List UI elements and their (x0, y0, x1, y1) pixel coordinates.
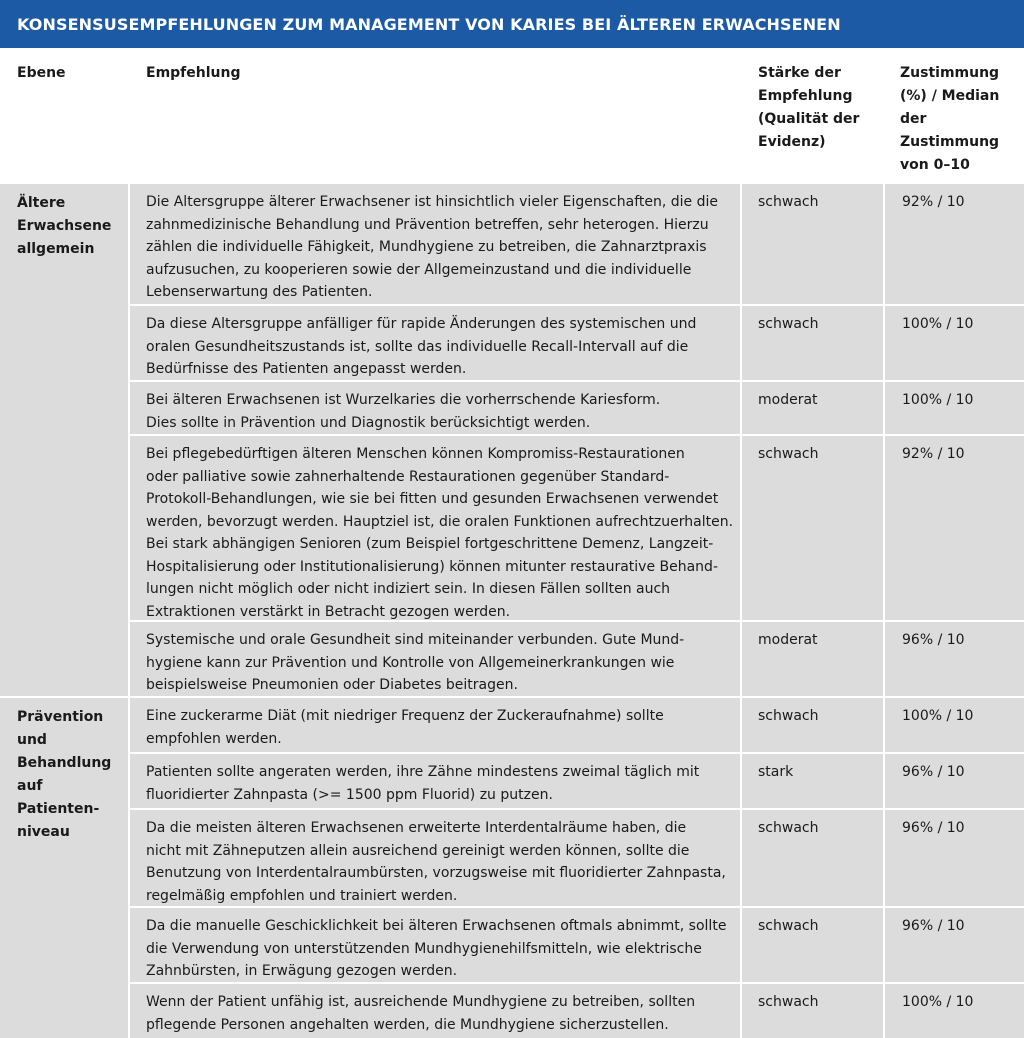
strength-cell (742, 810, 883, 906)
recommendation-text: Bei älteren Erwachsenen ist Wurzelkaries die vorherrschende Kariesform. Dies sollte in Prävention und Diagnostik berücksichtigt werden. (146, 392, 661, 431)
recommendation-cell (130, 698, 740, 752)
agreement-value: 92% / 10 (902, 194, 965, 210)
recommendation-text: Systemische und orale Gesundheit sind miteinander verbunden. Gute Mund- hygiene kann zur Prävention und Kontrolle von Allgemeinerkrankungen wie beispielsweise Pneumonien oder Diabetes beitragen. (146, 632, 685, 693)
recommendation-text: Patienten sollte angeraten werden, ihre Zähne mindestens zweimal täglich mit fluoridierter Zahnpasta (>= 1500 ppm Fluorid) zu putzen. (146, 764, 700, 803)
agreement-value: 96% / 10 (902, 820, 965, 836)
agreement-cell (885, 306, 1024, 380)
table-row (0, 184, 1024, 304)
agreement-cell (885, 984, 1024, 1038)
strength-value: schwach (758, 994, 819, 1010)
strength-value: schwach (758, 194, 819, 210)
strength-value: moderat (758, 632, 818, 648)
strength-value: stark (758, 764, 794, 780)
strength-cell (742, 908, 883, 982)
header-staerke: Stärke der Empfehlung (Qualität der Evidenz) (758, 65, 860, 150)
table-title-bar (0, 0, 1024, 48)
agreement-value: 96% / 10 (902, 918, 965, 934)
strength-cell (742, 622, 883, 696)
agreement-cell (885, 754, 1024, 808)
agreement-value: 96% / 10 (902, 632, 965, 648)
recommendation-cell (130, 306, 740, 380)
strength-value: schwach (758, 918, 819, 934)
table-row (0, 754, 1024, 808)
strength-cell (742, 306, 883, 380)
recommendation-cell (130, 984, 740, 1038)
strength-cell (742, 436, 883, 620)
group-label: Ältere Erwachsene allgemein (17, 195, 112, 257)
agreement-value: 100% / 10 (902, 392, 974, 408)
table-title: KONSENSUSEMPFEHLUNGEN ZUM MANAGEMENT VON KARIES BEI ÄLTEREN ERWACHSENEN (17, 15, 841, 34)
strength-cell (742, 184, 883, 304)
recommendation-cell (130, 184, 740, 304)
recommendation-text: Die Altersgruppe älterer Erwachsener ist hinsichtlich vieler Eigenschaften, die die zahnmedizinische Behandlung und Prävention betreffen, sehr heterogen. Hierzu zählen die individuelle Fähigkeit, Mundhygiene zu betreiben, die Zahnarztpraxis aufzusuchen, zu kooperieren sowie der Allgemeinzustand und die individuelle Lebenserwartung des Patienten. (146, 194, 718, 300)
recommendation-text: Wenn der Patient unfähig ist, ausreichende Mundhygiene zu betreiben, sollten pflegende Personen angehalten werden, die Mundhygiene sicherzustellen. (146, 994, 696, 1033)
recommendation-cell (130, 382, 740, 434)
header-empfehlung: Empfehlung (146, 65, 241, 81)
strength-cell (742, 984, 883, 1038)
agreement-value: 100% / 10 (902, 994, 974, 1010)
table-header (0, 48, 1024, 183)
table-row (0, 622, 1024, 696)
strength-value: schwach (758, 820, 819, 836)
table-row (0, 984, 1024, 1038)
recommendation-text: Da die meisten älteren Erwachsenen erweiterte Interdentalräume haben, die nicht mit Zähneputzen allein ausreichend gereinigt werden können, sollte die Benutzung von Interdentalraumbürsten, vorzugsweise mit fluoridierter Zahnpasta, regelmäßig empfohlen und trainiert werden. (146, 820, 726, 904)
table-row (0, 436, 1024, 620)
recommendation-cell (130, 754, 740, 808)
agreement-cell (885, 810, 1024, 906)
group-label: Prävention und Behandlung auf Patienten- niveau (17, 709, 112, 840)
agreement-cell (885, 908, 1024, 982)
recommendation-text: Da diese Altersgruppe anfälliger für rapide Änderungen des systemischen und oralen Gesundheitszustands ist, sollte das individuelle Recall-Intervall auf die Bedürfnisse des Patienten angepasst werden. (146, 316, 697, 377)
recommendation-text: Bei pflegebedürftigen älteren Menschen können Kompromiss-Restaurationen oder palliative sowie zahnerhaltende Restaurationen gegenüber Standard- Protokoll-Behandlungen, wie sie bei fitten und gesunden Erwachsenen verwendet werden, bevorzugt werden. Hauptziel ist, die oralen Funktionen aufrechtzuerhalten. Bei stark abhängigen Senioren (zum Beispiel fortgeschrittene Demenz, Langzeit- Hospitalisierung oder Institutionalisierung) können mitunter restaurative Behand- lungen nicht möglich oder nicht indiziert sein. In diesen Fällen sollten auch Extraktionen verstärkt in Betracht gezogen werden. (146, 446, 734, 620)
strength-value: schwach (758, 316, 819, 332)
recommendation-cell (130, 908, 740, 982)
agreement-cell (885, 622, 1024, 696)
agreement-value: 92% / 10 (902, 446, 965, 462)
recommendation-cell (130, 810, 740, 906)
table-row (0, 382, 1024, 434)
strength-value: moderat (758, 392, 818, 408)
header-ebene: Ebene (17, 65, 66, 81)
agreement-value: 100% / 10 (902, 316, 974, 332)
table-row (0, 908, 1024, 982)
agreement-cell (885, 382, 1024, 434)
strength-cell (742, 382, 883, 434)
strength-cell (742, 754, 883, 808)
header-zustimmung: Zustimmung (%) / Median der Zustimmung von 0–10 (900, 65, 1000, 173)
agreement-cell (885, 184, 1024, 304)
agreement-cell (885, 698, 1024, 752)
table-row (0, 306, 1024, 380)
recommendation-cell (130, 436, 740, 620)
strength-cell (742, 698, 883, 752)
strength-value: schwach (758, 708, 819, 724)
agreement-cell (885, 436, 1024, 620)
recommendation-cell (130, 622, 740, 696)
strength-value: schwach (758, 446, 819, 462)
agreement-value: 100% / 10 (902, 708, 974, 724)
table-row (0, 810, 1024, 906)
recommendation-text: Eine zuckerarme Diät (mit niedriger Frequenz der Zuckeraufnahme) sollte empfohlen werden. (146, 708, 664, 747)
recommendation-text: Da die manuelle Geschicklichkeit bei älteren Erwachsenen oftmals abnimmt, sollte die Verwendung von unterstützenden Mundhygienehilfsmitteln, wie elektrische Zahnbürsten, in Erwägung gezogen werden. (146, 918, 727, 979)
table-row (0, 698, 1024, 752)
agreement-value: 96% / 10 (902, 764, 965, 780)
